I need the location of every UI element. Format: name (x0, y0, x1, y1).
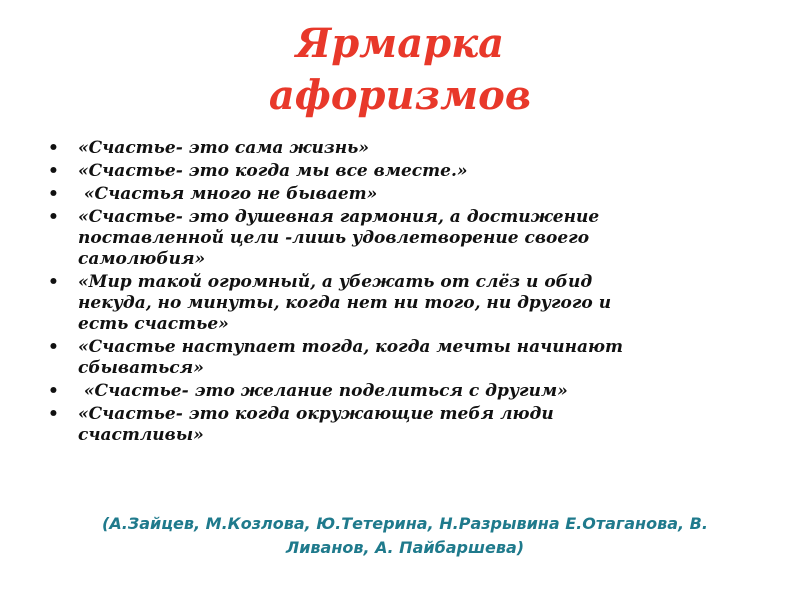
aphorism-text: «Мир такой огромный, а убежать от слёз и обид некуда, но минуты, когда нет ни того, ни другого и есть счастье» (78, 272, 612, 334)
list-item (44, 138, 774, 159)
list-item (44, 184, 774, 205)
bullet-icon: • (48, 381, 59, 401)
aphorism-text: «Счастье наступает тогда, когда мечты начинают сбываться» (78, 337, 624, 378)
aphorism-text: «Счастье- это когда мы все вместе.» (78, 161, 468, 181)
slide-title (0, 18, 800, 122)
list-item (44, 404, 774, 446)
aphorism-list (44, 138, 774, 448)
bullet-icon: • (48, 138, 59, 158)
list-item (44, 272, 774, 335)
authors-credit: (А.Зайцев, М.Козлова, Ю.Тетерина, Н.Разрывина Е.Отаганова, В. Ливанов, А. Пайбаршева) (102, 514, 708, 557)
slide-title-line-1: Ярмарка (295, 20, 505, 67)
bullet-icon: • (48, 184, 59, 204)
list-item (44, 337, 774, 379)
aphorism-text: «Счастья много не бывает» (78, 184, 378, 204)
bullet-icon: • (48, 337, 59, 357)
list-item (44, 161, 774, 182)
aphorism-text: «Счастье- это душевная гармония, а достижение поставленной цели -лишь удовлетворение своего самолюбия» (78, 207, 600, 269)
aphorism-text: «Счастье- это когда окружающие тебя люди счастливы» (78, 404, 554, 445)
list-item (44, 381, 774, 402)
bullet-icon: • (48, 272, 59, 292)
bullet-icon: • (48, 207, 59, 227)
bullet-icon: • (48, 404, 59, 424)
bullet-icon: • (48, 161, 59, 181)
aphorism-text: «Счастье- это желание поделиться с другим» (78, 381, 568, 401)
slide-title-line-2: афоризмов (268, 72, 532, 119)
list-item (44, 207, 774, 270)
aphorism-text: «Счастье- это сама жизнь» (78, 138, 369, 158)
